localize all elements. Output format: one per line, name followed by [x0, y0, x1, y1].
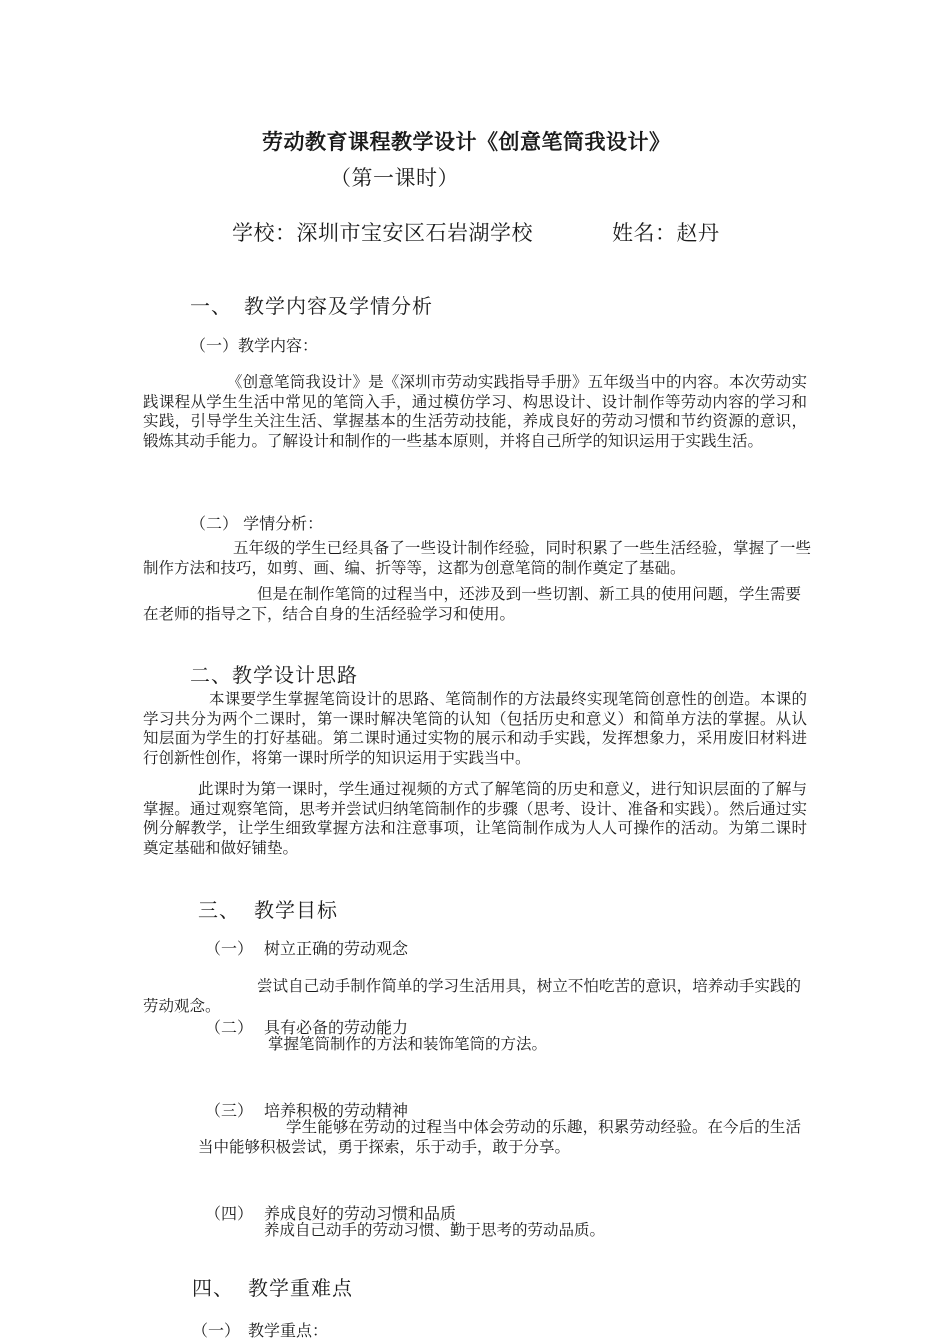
- doc-subtitle: （第一课时）: [330, 166, 459, 190]
- goal-1-title: 树立正确的劳动观念: [264, 939, 409, 958]
- section-1-sub1: （一）教学内容：: [190, 336, 319, 355]
- goal-4-number: （四）: [205, 1204, 254, 1223]
- goal-3-number: （三）: [205, 1101, 254, 1120]
- section-4-sub1-number: （一）: [192, 1321, 241, 1340]
- goal-2-number: （二）: [205, 1018, 254, 1037]
- goal-2-paragraph: 掌握笔筒制作的方法和装饰笔筒的方法。: [268, 1035, 548, 1053]
- section-2-title: 二、教学设计思路: [190, 663, 358, 687]
- goal-2-title: 具有必备的劳动能力: [264, 1018, 409, 1037]
- goal-4-paragraph: 养成自己动手的劳动习惯、勤于思考的劳动品质。: [264, 1221, 606, 1239]
- section-1-title: 教学内容及学情分析: [244, 294, 433, 318]
- goal-3-title: 培养积极的劳动精神: [264, 1101, 409, 1120]
- section-4-number: 四、: [192, 1276, 234, 1300]
- section-4-sub1-title: 教学重点：: [248, 1321, 329, 1340]
- section-1-sub2: （二） 学情分析：: [190, 514, 324, 533]
- section-3-title: 教学目标: [254, 898, 338, 922]
- section-1-paragraph-1: 《创意笔筒我设计》是《深圳市劳动实践指导手册》五年级当中的内容。本次劳动实践课程从学生生活中常见的笔筒入手，通过模仿学习、构思设计、设计制作等劳动内容的学习和实践，引导学生关注生活、掌握基本的生活劳动技能，养成良好的劳动习惯和节约资源的意识，锻炼其动手能力。了解设计和制作的一些基本原则，并将自己所学的知识运用于实践生活。: [143, 373, 807, 450]
- doc-title: 劳动教育课程教学设计《创意笔筒我设计》: [262, 129, 671, 154]
- goal-4-title: 养成良好的劳动习惯和品质: [264, 1204, 457, 1223]
- section-1-paragraph-2: 五年级的学生已经具备了一些设计制作经验，同时积累了一些生活经验，掌握了一些制作方法和技巧，如剪、画、编、折等等，这都为创意笔筒的制作奠定了基础。: [143, 539, 811, 577]
- section-1-number: 一、: [190, 294, 232, 318]
- school-name: 学校：深圳市宝安区石岩湖学校: [232, 221, 533, 245]
- section-2-paragraph-2: 此课时为第一课时，学生通过视频的方式了解笔筒的历史和意义，进行知识层面的了解与掌握。通过观察笔筒，思考并尝试归纳笔筒制作的步骤（思考、设计、准备和实践）。然后通过实例分解教学，让学生细致掌握方法和注意事项，让笔筒制作成为人人可操作的活动。为第二课时奠定基础和做好铺垫。: [143, 780, 807, 857]
- section-4-title: 教学重难点: [248, 1276, 353, 1300]
- goal-1-paragraph: 尝试自己动手制作简单的学习生活用具，树立不怕吃苦的意识，培养动手实践的劳动观念。: [143, 977, 801, 1015]
- section-2-paragraph-1: 本课要学生掌握笔筒设计的思路、笔筒制作的方法最终实现笔筒创意性的创造。本课的学习共分为两个二课时，第一课时解决笔筒的认知（包括历史和意义）和简单方法的掌握。从认知层面为学生的打好基础。第二课时通过实物的展示和动手实践，发挥想象力，采用废旧材料进行创新性创作，将第一课时所学的知识运用于实践当中。: [143, 690, 807, 767]
- section-1-paragraph-3: 但是在制作笔筒的过程当中，还涉及到一些切割、新工具的使用问题，学生需要在老师的指导之下，结合自身的生活经验学习和使用。: [143, 585, 801, 623]
- goal-3-paragraph: 学生能够在劳动的过程当中体会劳动的乐趣，积累劳动经验。在今后的生活当中能够积极尝试，勇于探索，乐于动手，敢于分享。: [198, 1118, 801, 1156]
- author-name: 姓名：赵丹: [612, 221, 720, 245]
- goal-1-number: （一）: [205, 939, 254, 958]
- section-3-number: 三、: [198, 898, 240, 922]
